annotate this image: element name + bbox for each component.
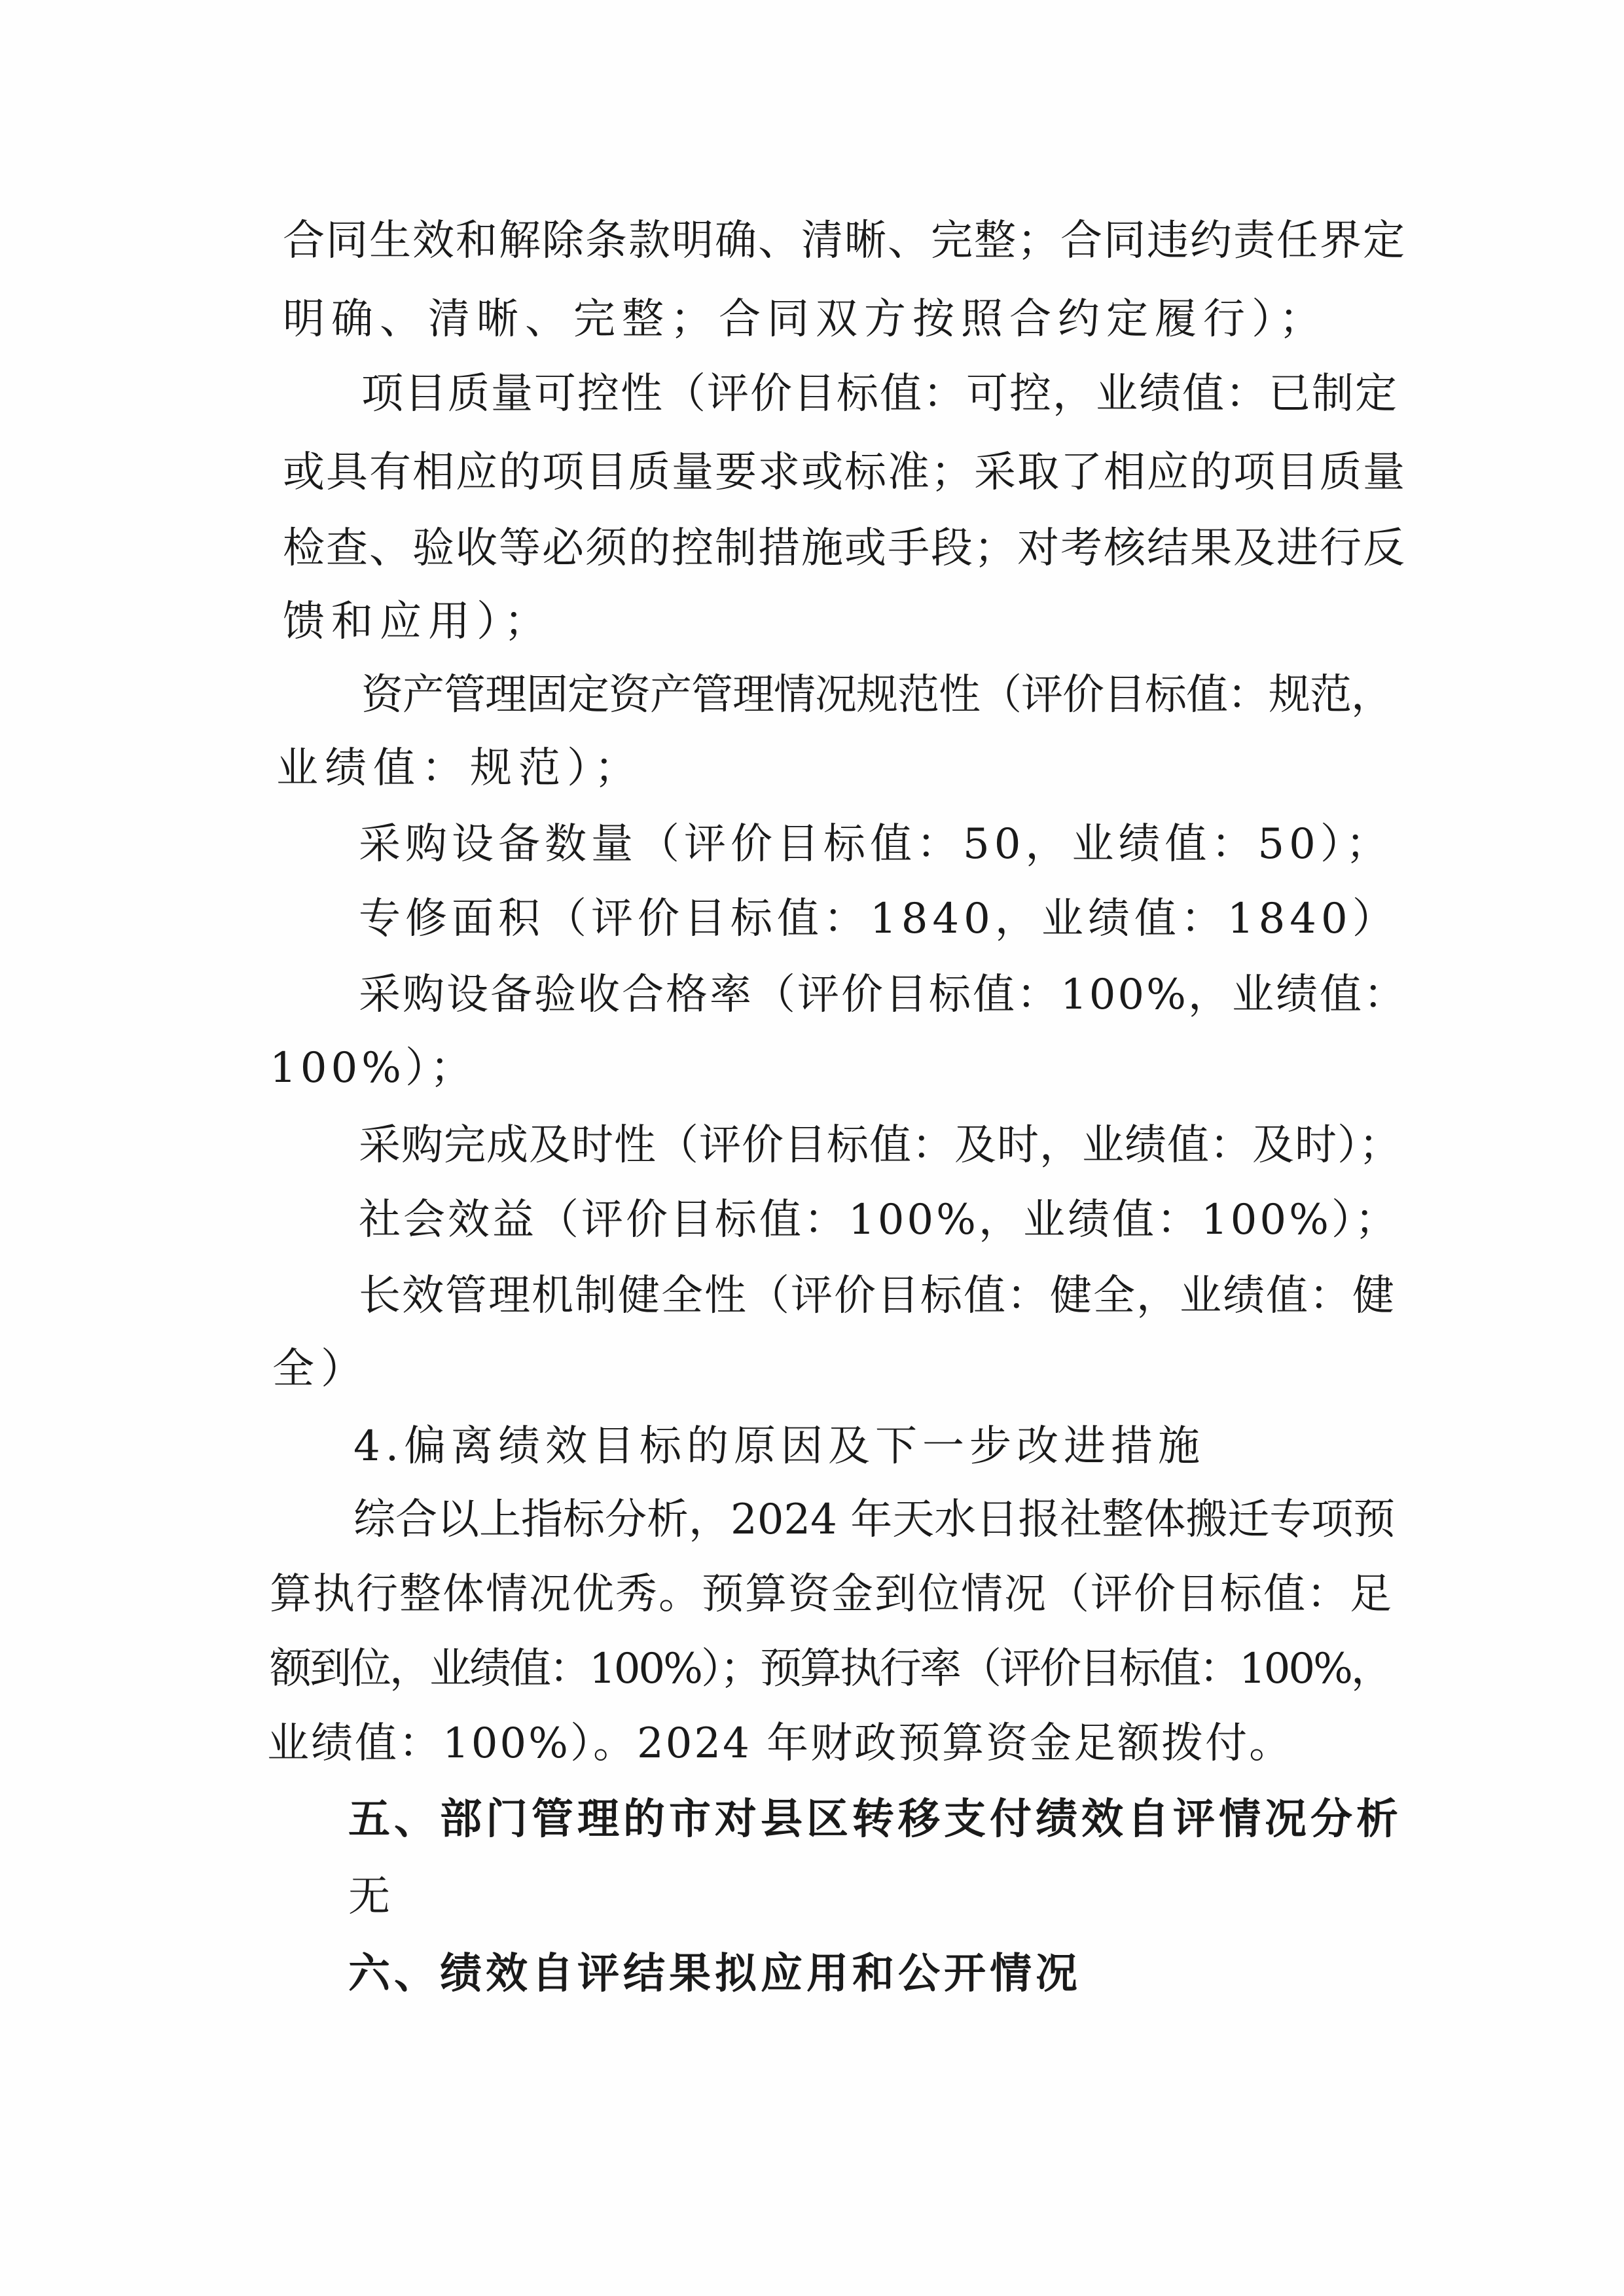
paragraph-summary-line-1: 综合以上指标分析，2024 年天水日报社整体搬迁专项预 [353,1496,1396,1544]
paragraph-mechanism-line-1: 长效管理机制健全性（评价目标值：健全，业绩值：健 [359,1272,1396,1320]
paragraph-quality-line-1: 项目质量可控性（评价目标值：可控，业绩值：已制定 [361,370,1398,418]
paragraph-contract-line-1: 合同生效和解除条款明确、清晰、完整；合同违约责任界定 [283,217,1406,265]
paragraph-summary-line-2: 算执行整体情况优秀。预算资金到位情况（评价目标值：足 [270,1570,1393,1619]
paragraph-area: 专修面积（评价目标值：1840，业绩值：1840） [359,895,1399,943]
paragraph-mechanism-line-2: 全） [272,1345,369,1393]
section-5-heading: 五、部门管理的市对县区转移支付绩效自评情况分析 [348,1795,1402,1844]
paragraph-equipment-count: 采购设备数量（评价目标值：50，业绩值：50）； [359,820,1392,869]
paragraph-quality-line-2: 或具有相应的项目质量要求或标准；采取了相应的项目质量 [283,448,1406,497]
paragraph-summary-line-4: 业绩值：100%）。2024 年财政预算资金足额拨付。 [267,1719,1293,1768]
paragraph-quality-line-4: 馈和应用）； [283,598,552,646]
paragraph-contract-line-2: 明确、清晰、完整；合同双方按照合约定履行）； [283,295,1327,344]
section-6-heading: 六、绩效自评结果拟应用和公开情况 [348,1950,1081,1998]
paragraph-timeliness: 采购完成及时性（评价目标值：及时，业绩值：及时）； [359,1121,1401,1170]
paragraph-acceptance-rate-line-2: 100%）； [270,1044,476,1092]
deviation-subtitle: 4.偏离绩效目标的原因及下一步改进措施 [353,1422,1206,1471]
paragraph-social-benefit: 社会效益（评价目标值：100%，业绩值：100%）； [359,1196,1399,1244]
section-5-body: 无 [348,1873,396,1921]
paragraph-asset-line-2: 业绩值：规范）； [276,744,643,793]
paragraph-asset-line-1: 资产管理固定资产管理情况规范性（评价目标值：规范， [361,671,1392,719]
paragraph-quality-line-3: 检查、验收等必须的控制措施或手段；对考核结果及进行反 [283,524,1406,573]
paragraph-summary-line-3: 额到位，业绩值：100%）；预算执行率（评价目标值：100%， [270,1645,1391,1693]
paragraph-acceptance-rate-line-1: 采购设备验收合格率（评价目标值：100%，业绩值： [359,971,1407,1019]
